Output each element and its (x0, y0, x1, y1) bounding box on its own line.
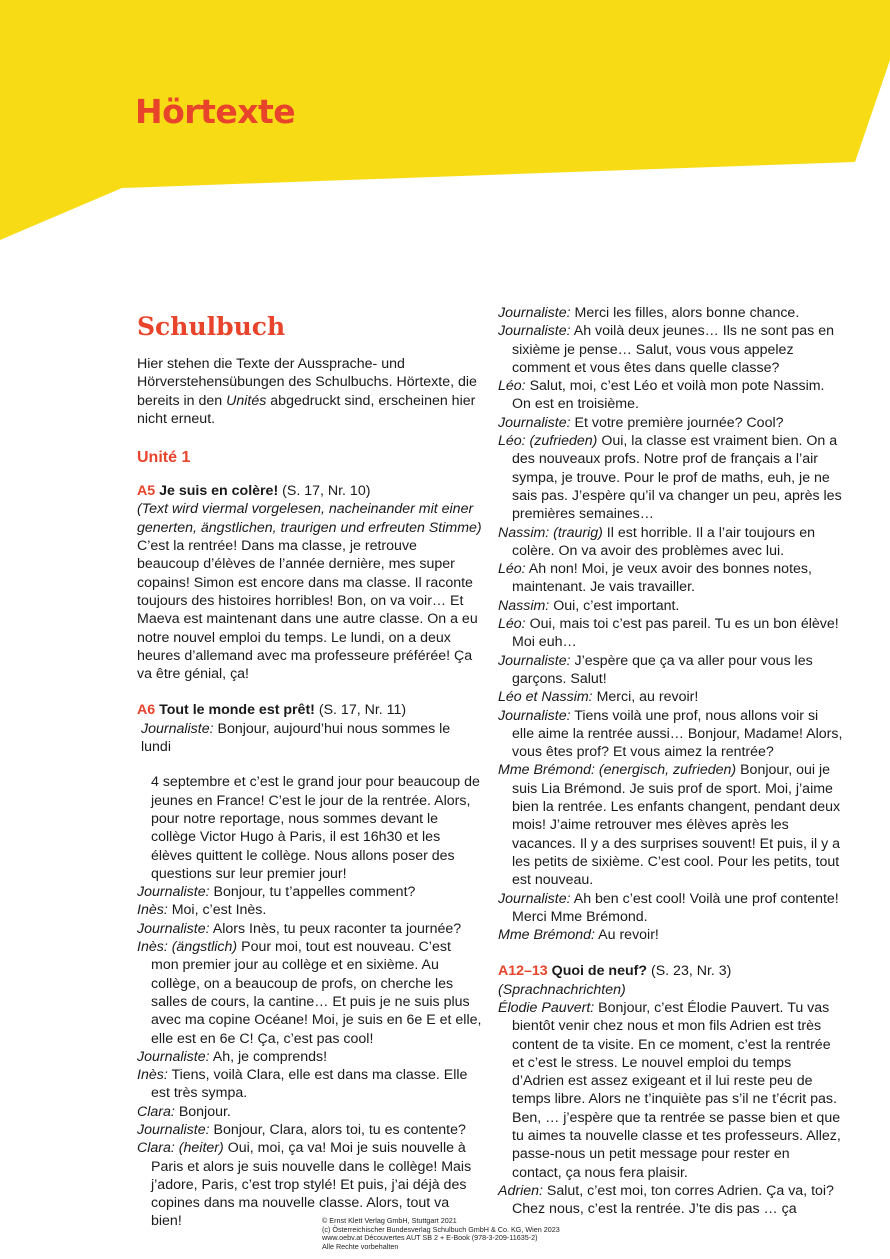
dialogue-line: Inès: Moi, c’est Inès. (137, 902, 267, 919)
dialogue-line: Léo et Nassim: Merci, au revoir! (498, 689, 699, 706)
header-banner (0, 0, 890, 245)
intro-text: Hier stehen die Texte der Aussprache- und Hörverstehensübungen des Schulbuchs. Hörtexte, die bereits in den Unités abgedruckt sind, erscheinen hier nicht erneut. (137, 356, 477, 427)
dialogue-line: Mme Brémond: Au revoir! (498, 927, 659, 944)
yellow-banner-shape (0, 0, 890, 240)
dialogue-line: Léo: (zufrieden) Oui, la classe est vraiment bien. On a des nouveaux profs. Notre prof de français a l’air sympa, je trouve. Pour le prof de maths, euh, je ne sais pas. J’espère qu’il va changer un peu, après les premières semaines… (498, 433, 842, 523)
exercise-note: (Text wird viermal vorgelesen, nacheinander mit einer generten, ängstlichen, traurigen und erfreuten Stimme) (137, 501, 482, 536)
dialogue-line: 4 septembre et c’est le grand jour pour beaucoup de jeunes en France! C’est le jour de la rentrée. Alors, pour notre reportage, nous sommes devant le collège Victor Hugo à Paris, il est 16h30 et les élèves quittent le collège. Nous allons poser des questions sur leur premier jour! (151, 774, 480, 882)
footer-line: (c) Österreichischer Bundesverlag Schulbuch GmbH & Co. KG, Wien 2023 (322, 1224, 560, 1234)
dialogue-line: Journaliste: Ah ben c’est cool! Voilà une prof contente! Merci Mme Brémond. (498, 890, 839, 925)
right-column (498, 304, 843, 1219)
dialogue-line: Mme Brémond: (energisch, zufrieden) Bonjour, oui je suis Lia Brémond. Je suis prof de sport. Moi, j’aime bien la rentrée. Les enfants changent, pendant deux mois! J’aime retrouver mes élèves après les vacances. Il y a des surprises souvent! Et puis, il y a les petits de sixième. C’est cool. Pour les petits, tout est nouveau. (498, 762, 841, 889)
exercise-text: C’est la rentrée! Dans ma classe, je retrouve beaucoup d’élèves de l’année dernière, mes super copains! Simon est encore dans ma classe. Il raconte toujours des histoires horribles! Bon, on va voir… Et Maeva est maintenant dans une autre classe. On a eu notre nouvel emploi du temps. Le lundi, on a deux heures d’allemand avec ma professeure préférée! Ça va être génial, ça! (137, 538, 478, 683)
dialogue-line: Journaliste: Ah, je comprends! (137, 1048, 328, 1065)
dialogue-line: Journaliste: Ah voilà deux jeunes… Ils ne sont pas en sixième je pense… Salut, vous vous appelez comment et vous êtes dans quelle classe? (498, 323, 835, 376)
dialogue-line: Journaliste: Bonjour, tu t’appelles comment? (137, 884, 416, 901)
left-column (137, 308, 482, 1231)
page-title: Hörtexte (135, 92, 296, 131)
exercise-heading: A5 Je suis en colère! (S. 17, Nr. 10) (137, 483, 371, 500)
section-title: Schulbuch (137, 312, 286, 341)
dialogue-line: Léo: Oui, mais toi c’est pas pareil. Tu es un bon élève! Moi euh… (498, 616, 839, 651)
dialogue-line: Inès: Tiens, voilà Clara, elle est dans ma classe. Elle est très sympa. (137, 1067, 468, 1102)
exercise-note: (Sprachnachrichten) (498, 981, 626, 998)
dialogue-line: Nassim: Oui, c’est important. (498, 597, 680, 614)
exercise-a12-13 (498, 962, 843, 1218)
dialogue-line: Journaliste: Tiens voilà une prof, nous allons voir si elle aime la rentrée aussi… Bonjour, Madame! Alors, vous êtes prof? Et vous aimez la rentrée? (498, 707, 843, 761)
dialogue-line: Léo: Salut, moi, c’est Léo et voilà mon pote Nassim. On est en troisième. (498, 378, 825, 413)
dialogue-line: Inès: (ängstlich) Pour moi, tout est nouveau. C’est mon premier jour au collège et en sixième. Au collège, on a beaucoup de profs, on cherche les salles de cours, la cantine… Et puis je ne suis plus avec ma copine Océane! Moi, je suis en 6e E et elle, elle est en 6e C! Ça, c’est pas cool! (137, 939, 482, 1047)
footer-line: © Ernst Klett Verlag GmbH, Stuttgart 2021 (322, 1216, 457, 1225)
dialogue-line: Journaliste: Alors Inès, tu peux raconter ta journée? (137, 920, 462, 937)
dialogue-line: Élodie Pauvert: Bonjour, c’est Élodie Pauvert. Tu vas bientôt venir chez nous et mon fils Adrien est très content de ta visite. En ce moment, c’est la rentrée et c’est le stress. Le nouvel emploi du temps d’Adrien est assez exigeant et il lui reste peu de temps libre. Alors ne t’inquiète pas s’il ne t’écrit pas. Ben, … j’espère que ta rentrée se passe bien et que tu aimes ta nouvelle classe et tes professeurs. Allez, passe-nous un petit message pour rester en contact, ça nous fera plaisir. (498, 999, 841, 1181)
dialogue-line: Léo: Ah non! Moi, je veux avoir des bonnes notes, maintenant. Je vais travailler. (498, 561, 812, 596)
exercise-a6 (137, 701, 482, 1230)
exercise-heading: A12–13 Quoi de neuf? (S. 23, Nr. 3) (498, 963, 732, 980)
exercise-heading: A6 Tout le monde est prêt! (S. 17, Nr. 11) (137, 702, 407, 719)
copyright-footer (322, 1217, 560, 1251)
dialogue-line: Clara: (heiter) Oui, moi, ça va! Moi je suis nouvelle à Paris et alors je suis nouvelle dans le collège! Mais j’adore, Paris, c’est trop stylé! Et puis, j’ai déjà des copines dans ma nouvelle classe. Alors, tout va bien! (137, 1140, 472, 1230)
dialogue-line: Journaliste: Bonjour, aujourd’hui nous sommes le lundi (141, 720, 451, 756)
dialogue-line: Adrien: Salut, c’est moi, ton corres Adrien. Ça va, toi? Chez nous, c’est la rentrée. J’te dis pas … ça (498, 1182, 834, 1218)
unit-title: Unité 1 (137, 449, 191, 467)
footer-line: Alle Rechte vorbehalten (322, 1241, 399, 1251)
footer-line: www.oebv.at Découvertes AUT SB 2 + E-Book (978-3-209-11635-2) (322, 1233, 538, 1242)
dialogue-line: Nassim: (traurig) Il est horrible. Il a l’air toujours en colère. On va avoir des problèmes avec lui. (498, 524, 815, 559)
dialogue-line: Journaliste: J’espère que ça va aller pour vous les garçons. Salut! (498, 652, 813, 687)
dialogue-line: Journaliste: Merci les filles, alors bonne chance. (498, 305, 800, 321)
dialogue-line: Journaliste: Bonjour, Clara, alors toi, tu es contente? (137, 1121, 466, 1138)
dialogue-line: Journaliste: Et votre première journée? Cool? (498, 414, 784, 431)
exercise-a5 (137, 482, 482, 683)
dialogue-line: Clara: Bonjour. (137, 1103, 231, 1120)
